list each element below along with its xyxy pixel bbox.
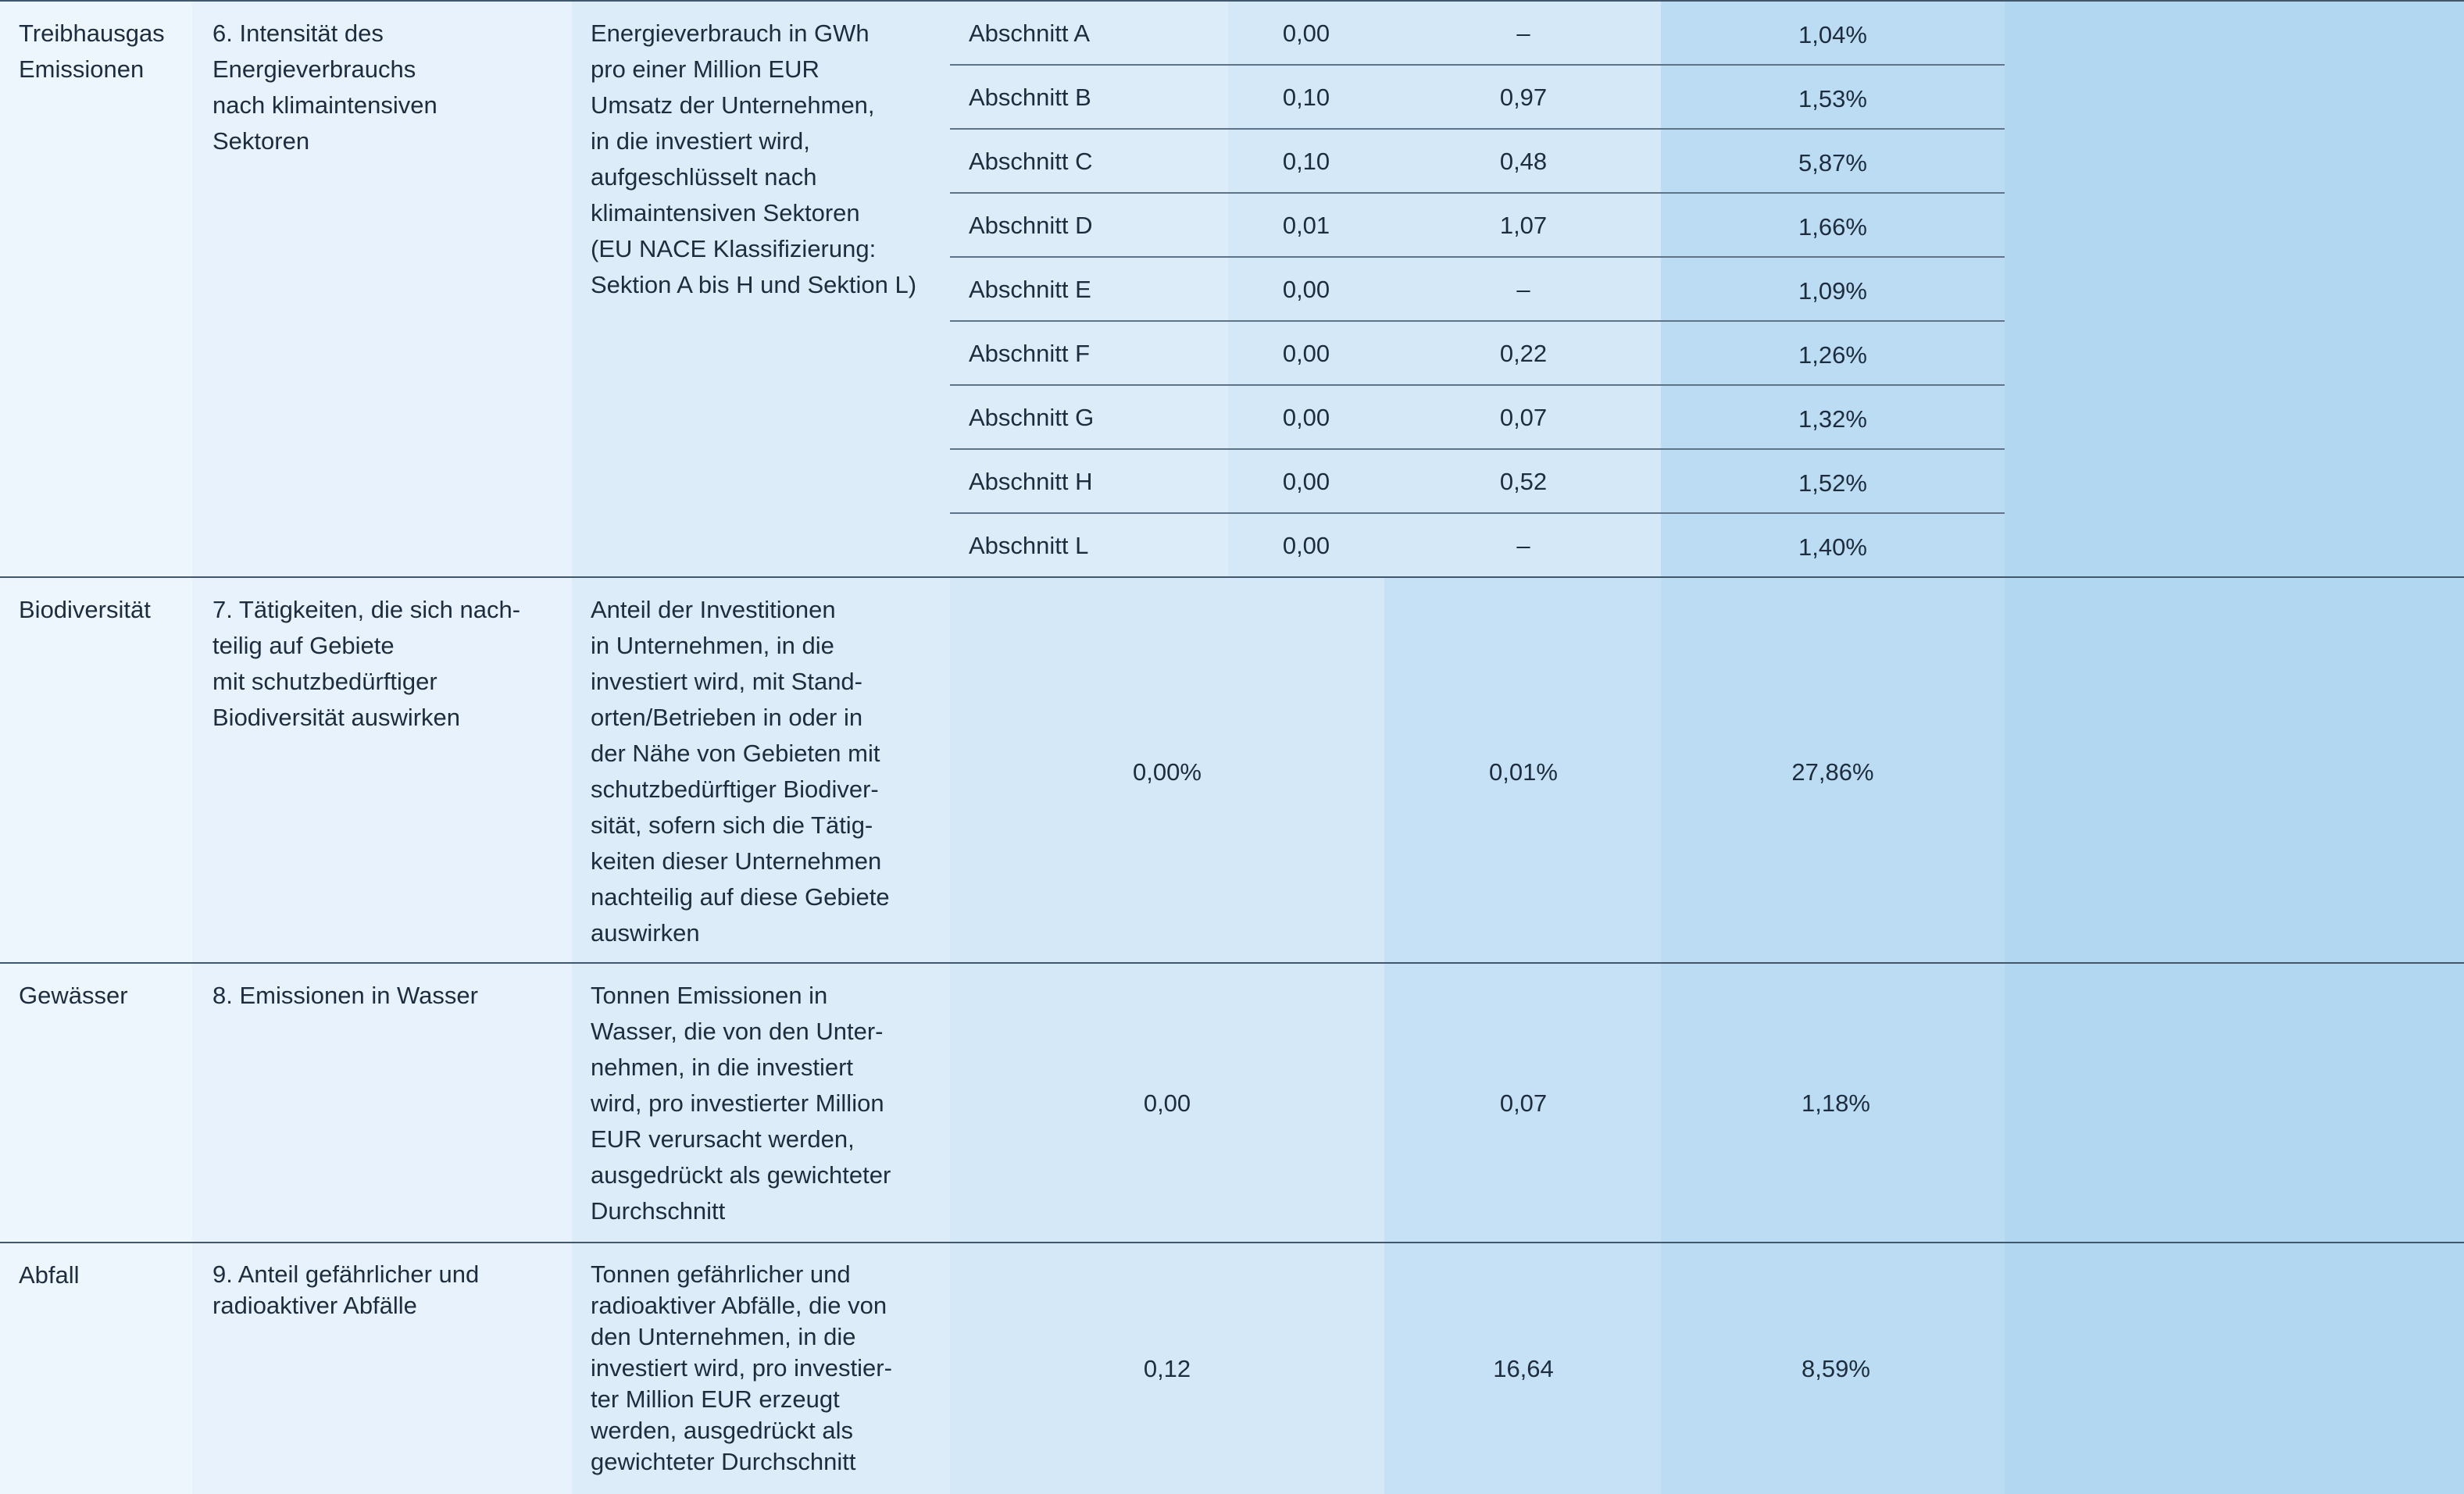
indicator-label: 6. Intensität des Energieverbrauchs nach klimaintensiven Sektoren xyxy=(212,20,437,155)
value-cell: 0,00 xyxy=(1282,340,1330,367)
value-cell: 1,66% xyxy=(1798,213,1867,241)
value-cell: 1,09% xyxy=(1798,277,1867,305)
subrow-divider xyxy=(950,384,2005,386)
value-cell: 0,07 xyxy=(1499,1089,1548,1117)
column-bg-empty xyxy=(2005,0,2464,1494)
subrow-divider xyxy=(950,192,2005,194)
value-cell: – xyxy=(1516,532,1530,559)
value-cell: – xyxy=(1516,20,1530,47)
value-cell: 0,10 xyxy=(1282,148,1330,175)
value-cell: 0,12 xyxy=(1143,1355,1191,1382)
value-cell: 0,00 xyxy=(1282,532,1330,559)
value-cell: 1,07 xyxy=(1499,212,1548,239)
subrow-label: Abschnitt A xyxy=(969,20,1091,47)
subrow-divider xyxy=(950,448,2005,450)
metric-description: Tonnen Emissionen in Wasser, die von den Unter- nehmen, in die investiert wird, pro investierter Million EUR verursacht werden, ausgedrückt als gewichteter Durchschnitt xyxy=(591,982,891,1225)
value-cell: 27,86% xyxy=(1791,758,1874,786)
subrow-label: Abschnitt E xyxy=(969,276,1091,303)
subrow-divider xyxy=(950,320,2005,322)
value-cell: 0,00 xyxy=(1143,1089,1191,1117)
value-cell: 1,32% xyxy=(1798,405,1867,433)
value-cell: 1,40% xyxy=(1798,533,1867,561)
subrow-label: Abschnitt H xyxy=(969,468,1093,495)
row-divider xyxy=(0,0,2464,2)
value-cell: 0,07 xyxy=(1499,404,1548,431)
metric-description: Energieverbrauch in GWh pro einer Million EUR Umsatz der Unternehmen, in die investiert wird, aufgeschlüsselt nach klimaintensiven Sektoren (EU NACE Klassifizierung: Sektion A bis H und Sektion L) xyxy=(591,20,917,298)
subrow-divider xyxy=(950,512,2005,514)
row-divider xyxy=(0,576,2464,578)
value-cell: 5,87% xyxy=(1798,149,1867,176)
value-cell: 0,01 xyxy=(1282,212,1330,239)
subrow-divider xyxy=(950,64,2005,66)
subrow-label: Abschnitt G xyxy=(969,404,1095,431)
value-cell: 0,22 xyxy=(1499,340,1548,367)
value-cell: 1,52% xyxy=(1798,469,1867,497)
value-cell: 0,52 xyxy=(1499,468,1548,495)
value-cell: 0,00% xyxy=(1133,758,1202,786)
subrow-label: Abschnitt F xyxy=(969,340,1091,367)
subrow-divider xyxy=(950,256,2005,258)
value-cell: 0,10 xyxy=(1282,84,1330,111)
indicator-label: 8. Emissionen in Wasser xyxy=(212,982,478,1009)
value-cell: 0,97 xyxy=(1499,84,1548,111)
subrow-label: Abschnitt C xyxy=(969,148,1093,175)
value-cell: – xyxy=(1516,276,1530,303)
category-label: Abfall xyxy=(19,1261,80,1289)
value-cell: 0,00 xyxy=(1282,404,1330,431)
subrow-label: Abschnitt B xyxy=(969,84,1091,111)
metric-description: Tonnen gefährlicher und radioaktiver Abfälle, die von den Unternehmen, in die investiert wird, pro investier- ter Million EUR erzeugt werden, ausgedrückt als gewichteter Durchschnitt xyxy=(591,1260,892,1475)
subrow-divider xyxy=(950,128,2005,130)
value-cell: 8,59% xyxy=(1802,1355,1870,1382)
value-cell: 0,00 xyxy=(1282,20,1330,47)
category-label: Biodiversität xyxy=(19,596,151,623)
row-divider xyxy=(0,962,2464,964)
indicator-label: 7. Tätigkeiten, die sich nach- teilig auf Gebiete mit schutzbedürftiger Biodiversität auswirken xyxy=(212,596,521,731)
value-cell: 0,01% xyxy=(1489,758,1558,786)
value-cell: 16,64 xyxy=(1493,1355,1554,1382)
value-cell: 1,18% xyxy=(1802,1089,1870,1117)
value-cell: 0,00 xyxy=(1282,468,1330,495)
subrow-label: Abschnitt D xyxy=(969,212,1093,239)
value-cell: 1,53% xyxy=(1798,85,1867,112)
value-cell: 0,48 xyxy=(1499,148,1548,175)
value-cell: 1,04% xyxy=(1798,21,1867,48)
indicator-label: 9. Anteil gefährlicher und radioaktiver Abfälle xyxy=(212,1260,480,1319)
value-cell: 0,00 xyxy=(1282,276,1330,303)
row-divider xyxy=(0,1242,2464,1243)
category-label: Treibhausgas Emissionen xyxy=(19,20,165,83)
value-cell: 1,26% xyxy=(1798,341,1867,369)
metric-description: Anteil der Investitionen in Unternehmen, in die investiert wird, mit Stand- orten/Betrieben in oder in der Nähe von Gebieten mit schutzbedürftiger Biodiver- sität, sofern sich die Tätig- keiten dieser Unternehmen nachteilig auf diese Gebiete auswirken xyxy=(591,596,890,947)
subrow-label: Abschnitt L xyxy=(969,532,1089,559)
category-label: Gewässer xyxy=(19,982,128,1009)
